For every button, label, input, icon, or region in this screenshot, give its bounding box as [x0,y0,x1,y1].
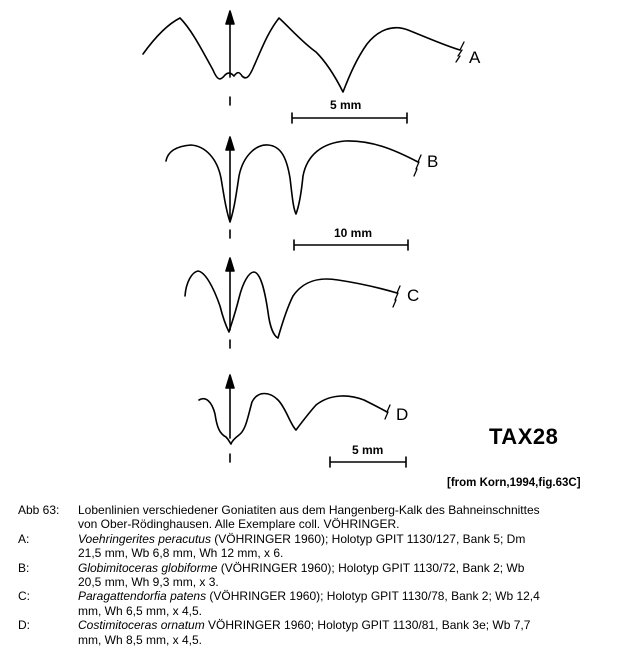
caption-entry-c [18,589,618,603]
taxon-name: Globimitoceras globiforme [78,560,218,575]
taxon-name: Costimitoceras ornatum [78,618,205,633]
caption-number: Abb 63: [18,503,60,517]
entry-details-cont: 20,5 mm, Wh 9,3 mm, x 3. [78,575,219,590]
taxon-name: Paragattendorfia patens [78,589,207,604]
suture-line-b [166,141,421,222]
entry-details: VÖHRINGER 1960; Holotyp GPIT 1130/81, Bank 3e; Wb 7,7 [204,618,531,633]
entry-details-cont: 21,5 mm, Wb 6,8 mm, Wh 12 mm, x 6. [78,546,284,561]
suture-label-c: C [407,286,420,305]
entry-details-cont: mm, Wh 8,5 mm, x 4,5. [78,632,203,647]
caption-text-line2: von Ober-Rödinghausen. Alle Exemplare coll. VÖHRINGER. [78,517,400,532]
entry-details: (VÖHRINGER 1960); Holotyp GPIT 1130/127, Bank 5; Dm [210,531,526,546]
source-citation: [from Korn,1994,fig.63C] [447,477,581,489]
entry-key: A: [18,531,30,546]
caption-entry-b [18,561,618,575]
orientation-arrow-a [226,11,234,105]
taxon-name: Voehringerites peracutus [78,531,211,546]
suture-line-c [185,271,400,338]
scale-label-d: 5 mm [352,443,384,457]
figure-caption [18,503,618,647]
entry-key: C: [18,589,30,604]
suture-label-b: B [427,152,439,171]
entry-key: D: [18,618,30,633]
caption-entry-a [18,532,618,546]
scale-label-b: 10 mm [334,226,373,240]
caption-entry-d [18,618,618,632]
entry-key: B: [18,560,30,575]
orientation-arrow-c [226,258,234,348]
caption-text-line1: Lobenlinien verschiedener Goniatiten aus dem Hangenberg-Kalk des Bahneinschnittes [78,503,540,517]
scale-bar-a [292,113,407,123]
plate-id: TAX28 [489,424,559,449]
entry-details: (VÖHRINGER 1960); Holotyp GPIT 1130/72, Bank 2; Wb [217,560,525,575]
suture-label-a: A [469,48,481,67]
orientation-arrow-d [226,375,234,462]
entry-details: (VÖHRINGER 1960); Holotyp GPIT 1130/78, Bank 2; Wb 12,4 [206,589,540,604]
scale-bar-b [294,240,408,250]
scale-bar-d [330,457,406,467]
suture-label-d: D [396,405,409,424]
orientation-arrow-b [226,137,234,238]
suture-line-d [199,394,390,445]
entry-details-cont: mm, Wh 6,5 mm, x 4,5. [78,603,203,618]
suture-line-a [143,18,464,92]
caption-heading [18,503,618,517]
scale-label-a: 5 mm [330,98,362,112]
